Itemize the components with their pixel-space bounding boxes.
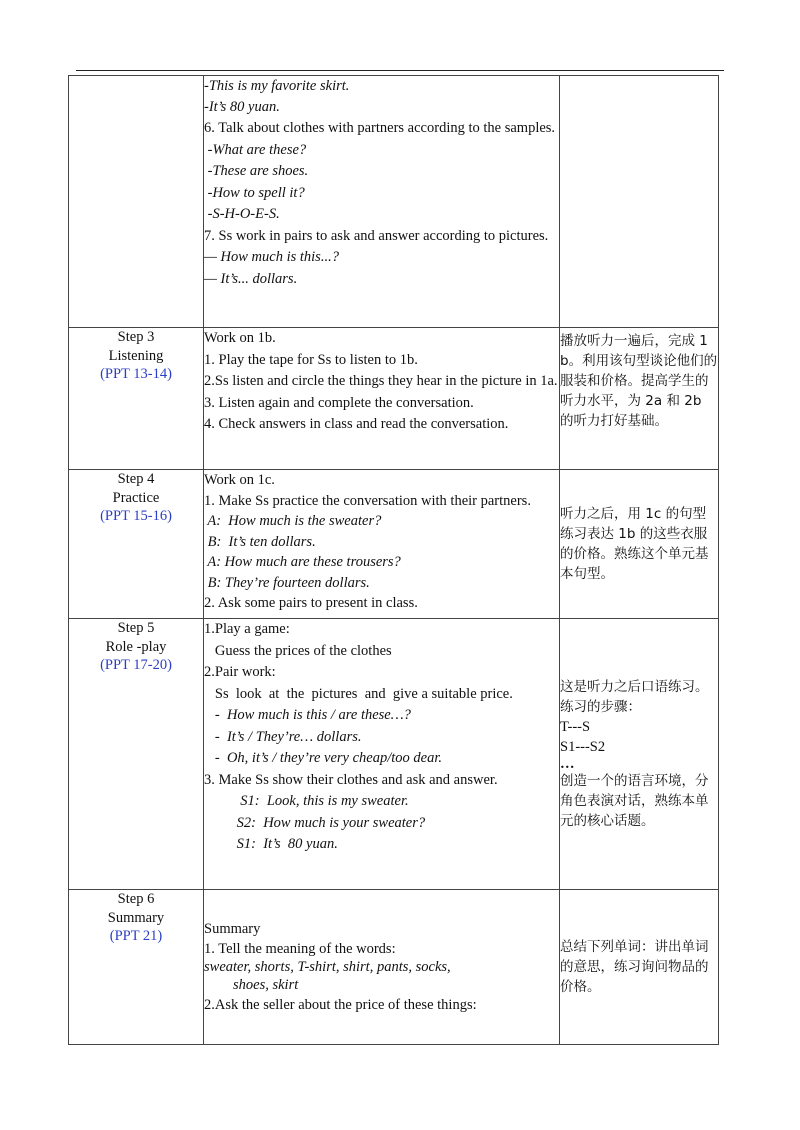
- notes-cell: [560, 328, 719, 470]
- step-name: Role -play: [105, 638, 167, 655]
- step-name: Summary: [107, 909, 165, 926]
- procedure-line: — How much is this...?: [204, 249, 339, 265]
- notes-text: 听力之后，用 1c 的句型练习表达 1b 的这些衣服的价格。熟练这个单元基本句型。: [560, 506, 709, 582]
- procedure-line: -How to spell it?: [204, 184, 305, 201]
- procedure-line: Summary: [204, 921, 261, 937]
- procedure-line: S1: Look, this is my sweater.: [204, 793, 409, 809]
- procedure-line: -This is my favorite skirt.: [204, 78, 350, 94]
- procedure-line: - Oh, it’s / they’re very cheap/too dear.: [204, 750, 442, 766]
- procedure-line: — It’s... dollars.: [204, 270, 298, 287]
- procedure-line: B: They’re fourteen dollars.: [204, 574, 370, 591]
- procedure-line: 2.Ss listen and circle the things they hear in the picture in 1a.: [204, 373, 558, 389]
- procedure-line: sweater, shorts, T-shirt, shirt, pants, socks,: [204, 958, 451, 975]
- procedure-line: 1. Tell the meaning of the words:: [204, 940, 396, 957]
- procedure-line: 2.Ask the seller about the price of these things:: [204, 996, 477, 1013]
- table-row: [69, 470, 719, 619]
- procedure-line: A: How much is the sweater?: [204, 513, 382, 529]
- step-name: Practice: [112, 489, 160, 506]
- step-label: Step 4: [117, 471, 155, 487]
- notes-text: T---S: [560, 719, 591, 735]
- procedure-line: -It’s 80 yuan.: [204, 98, 280, 115]
- notes-text: …: [560, 756, 575, 772]
- step-cell: [69, 76, 204, 328]
- table-row: [69, 619, 719, 890]
- procedure-cell: [204, 76, 560, 328]
- procedure-line: 1. Play the tape for Ss to listen to 1b.: [204, 351, 418, 368]
- procedure-line: 6. Talk about clothes with partners according to the samples.: [204, 120, 556, 136]
- procedure-line: 2. Ask some pairs to present in class.: [204, 595, 418, 611]
- table-row: [69, 890, 719, 1045]
- step-cell: [69, 890, 204, 1045]
- procedure-line: -These are shoes.: [204, 163, 309, 179]
- notes-cell: [560, 619, 719, 890]
- ppt-reference: (PPT 21): [109, 928, 163, 944]
- notes-text: S1---S2: [560, 739, 606, 755]
- procedure-line: -What are these?: [204, 141, 307, 158]
- procedure-cell: [204, 619, 560, 890]
- table-row: [69, 328, 719, 470]
- procedure-line: 4. Check answers in class and read the conversation.: [204, 416, 509, 432]
- procedure-line: -S-H-O-E-S.: [204, 206, 280, 222]
- procedure-line: S2: How much is your sweater?: [204, 814, 426, 831]
- step-name: Listening: [108, 347, 164, 364]
- procedure-line: 7. Ss work in pairs to ask and answer according to pictures.: [204, 227, 549, 244]
- notes-cell: [560, 470, 719, 619]
- procedure-line: S1: It’s 80 yuan.: [204, 836, 338, 852]
- notes-text: 这是听力之后口语练习。练习的步骤：: [560, 679, 709, 715]
- procedure-line: Work on 1b.: [204, 330, 276, 346]
- procedure-line: Guess the prices of the clothes: [204, 642, 392, 659]
- procedure-line: - It’s / They’re… dollars.: [204, 728, 362, 745]
- procedure-line: 3. Listen again and complete the conversation.: [204, 394, 474, 411]
- lesson-plan-table: [68, 75, 719, 1045]
- notes-text: 总结下列单词：讲出单词的意思，练习询问物品的价格。: [560, 939, 709, 995]
- procedure-line: A: How much are these trousers?: [204, 554, 401, 570]
- procedure-line: B: It’s ten dollars.: [204, 533, 316, 550]
- ppt-reference: (PPT 15-16): [100, 508, 172, 524]
- procedure-line: 3. Make Ss show their clothes and ask and answer.: [204, 771, 498, 788]
- step-label: Step 6: [117, 891, 155, 907]
- procedure-cell: [204, 328, 560, 470]
- procedure-line: shoes, skirt: [204, 976, 299, 993]
- step-label: Step 5: [117, 620, 155, 636]
- notes-text: 创造一个的语言环境，分角色表演对话，熟练本单元的核心话题。: [560, 773, 709, 829]
- step-cell: [69, 328, 204, 470]
- procedure-cell: [204, 890, 560, 1045]
- notes-cell: [560, 76, 719, 328]
- header-rule: [76, 70, 724, 71]
- step-cell: [69, 619, 204, 890]
- table-row: [69, 76, 719, 328]
- procedure-line: 2.Pair work:: [204, 664, 276, 680]
- step-cell: [69, 470, 204, 619]
- notes-text: 播放听力一遍后，完成 1b。利用该句型谈论他们的服装和价格。提高学生的听力水平，为 2a 和 2b 的听力打好基础。: [560, 333, 718, 429]
- procedure-line: - How much is this / are these…?: [204, 707, 411, 723]
- procedure-cell: [204, 470, 560, 619]
- ppt-reference: (PPT 17-20): [100, 657, 172, 673]
- notes-cell: [560, 890, 719, 1045]
- procedure-line: Work on 1c.: [204, 472, 275, 488]
- procedure-line: 1.Play a game:: [204, 621, 290, 637]
- ppt-reference: (PPT 13-14): [100, 366, 172, 382]
- procedure-line: Ss look at the pictures and give a suitable price.: [204, 685, 513, 702]
- step-label: Step 3: [117, 329, 155, 345]
- procedure-line: 1. Make Ss practice the conversation with their partners.: [204, 492, 531, 509]
